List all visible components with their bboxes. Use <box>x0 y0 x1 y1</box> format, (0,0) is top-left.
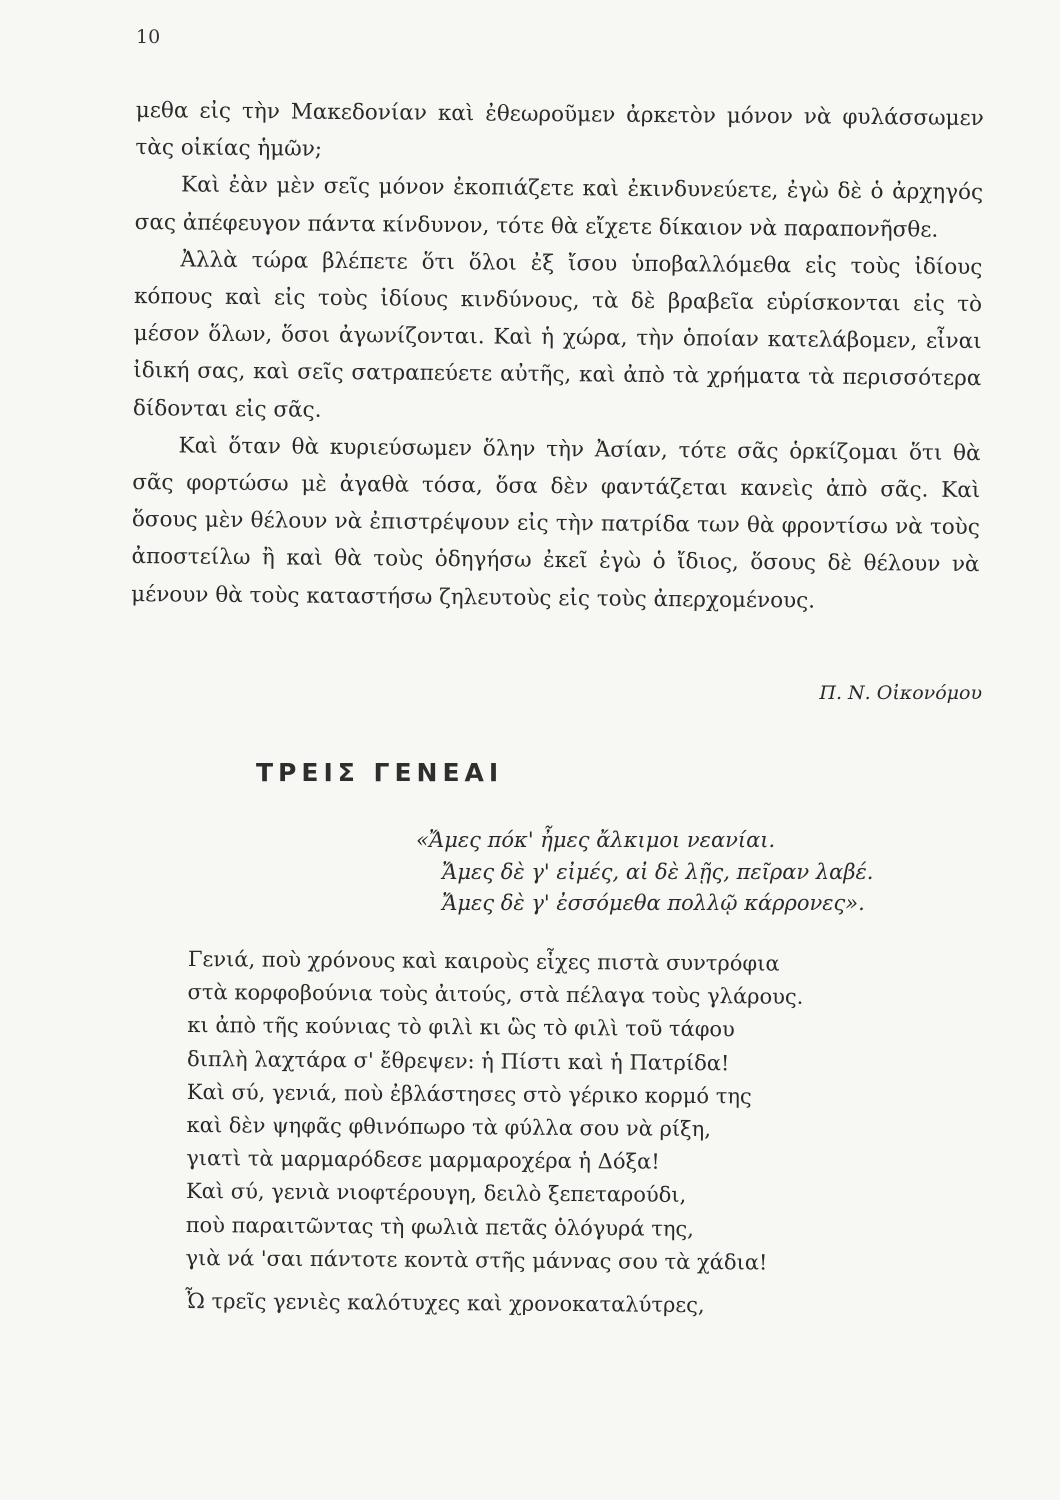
paragraph-4: Καὶ ὅταν θὰ κυριεύσωμεν ὅλην τὴν Ἀσίαν, τότε σᾶς ὁρκίζομαι ὅτι θὰ σᾶς φορτώσω μὲ ἀγαθὰ τόσα, ὅσα δὲν φαντάζεται κανεὶς ἀπὸ σᾶς. Καὶ ὅσους μὲν θέλουν νὰ ἐπιστρέψουν εἰς τὴν πατρίδα των θὰ φροντίσω νὰ τοὺς ἀποστείλω ἢ καὶ θὰ τοὺς ὁδηγήσω ἐκεῖ ἐγὼ ὁ ἴδιος, ὅσους δὲ θέλουν νὰ μένουν θὰ τοὺς καταστήσω ζηλευτοὺς εἰς τοὺς ἀπερχομένους. <box>131 433 981 614</box>
poem-line: διπλὴ λαχτάρα σ' ἔθρεψεν: ἡ Πίστι καὶ ἡ Πατρίδα! <box>186 1046 730 1075</box>
epigraph-line: Ἄμες δὲ γ' ἐσσόμεθα πολλῷ κάρρονες». <box>442 891 865 915</box>
poem-line: Ὦ τρεῖς γενιὲς καλότυχες καὶ χρονοκαταλύτρες, <box>185 1289 705 1318</box>
prose-section <box>131 92 984 621</box>
poem-line: στὰ κορφοβούνια τοὺς ἀιτούς, στὰ πέλαγα τοὺς γλάρους. <box>187 980 804 1010</box>
poem-line: κι ἀπὸ τῆς κούνιας τὸ φιλὶ κι ὣς τὸ φιλὶ τοῦ τάφου <box>187 1013 735 1042</box>
epigraph-line: Ἄμες δὲ γ' εἰμές, αἰ δὲ λῇς, πεῖραν λαβέ. <box>442 859 874 884</box>
epigraph-line: «Ἄμες πόκ' ἦμες ἄλκιμοι νεανίαι. <box>416 828 776 852</box>
poem-line: Καὶ σύ, γενιά, ποὺ ἐβλάστησες στὸ γέρικο κορμό της <box>186 1079 752 1109</box>
paragraph-2: Καὶ ἐὰν μὲν σεῖς μόνον ἐκοπιάζετε καὶ ἐκινδυνεύετε, ἐγὼ δὲ ὁ ἀρχηγός σας ἀπέφευγον πάντα κίνδυνον, τότε θὰ εἴχετε δίκαιον νὰ παραπονῆσθε. <box>134 172 984 243</box>
paragraph-3: Ἀλλὰ τώρα βλέπετε ὅτι ὅλοι ἐξ ἴσου ὑποβαλλόμεθα εἰς τοὺς ἰδίους κόπους καὶ εἰς τοὺς ἰδίους κινδύνους, τὰ δὲ βραβεῖα εὑρίσκονται εἰς τὸ μέσον ὅλων, ὅσοι ἀγωνίζονται. Καὶ ἡ χώρα, τὴν ὁποίαν κατελάβομεν, εἶναι ἰδική σας, καὶ σεῖς σατραπεύετε αὐτῆς, καὶ ἀπὸ τὰ χρήματα τὰ περισσότερα δίδονται εἰς σᾶς. <box>132 247 983 423</box>
poem-line: γιὰ νά 'σαι πάντοτε κοντὰ στῆς μάννας σου τὰ χάδια! <box>185 1245 768 1275</box>
poem-line: Καὶ σύ, γενιὰ νιοφτέρουγη, δειλὸ ξεπεταρούδι, <box>185 1179 687 1208</box>
poem-body <box>185 943 988 1325</box>
poem-line: καὶ δὲν ψηφᾶς φθινόπωρο τὰ φύλλα σου νὰ ρίξη, <box>186 1113 712 1142</box>
poem-line: Γενιά, ποὺ χρόνους καὶ καιροὺς εἶχες πιστὰ συντρόφια <box>187 946 780 976</box>
poem-line: ποὺ παραιτῶντας τὴ φωλιὰ πετᾶς ὁλόγυρά της, <box>185 1212 695 1241</box>
poem-line: γιατὶ τὰ μαρμαρόδεσε μαρμαροχέρα ἡ Δόξα! <box>186 1146 660 1174</box>
paragraph-1: μεθα εἰς τὴν Μακεδονίαν καὶ ἐθεωροῦμεν ἀρκετὸν μόνον νὰ φυλάσσωμεν τὰς οἰκίας ἡμῶν; <box>135 97 984 162</box>
page-number: 10 <box>136 26 161 48</box>
author-signature: Π. Ν. Οἰκονόμου <box>819 682 982 704</box>
poem-title: ΤΡΕΙΣ ΓΕΝΕΑΙ <box>256 758 504 787</box>
epigraph <box>416 825 873 920</box>
